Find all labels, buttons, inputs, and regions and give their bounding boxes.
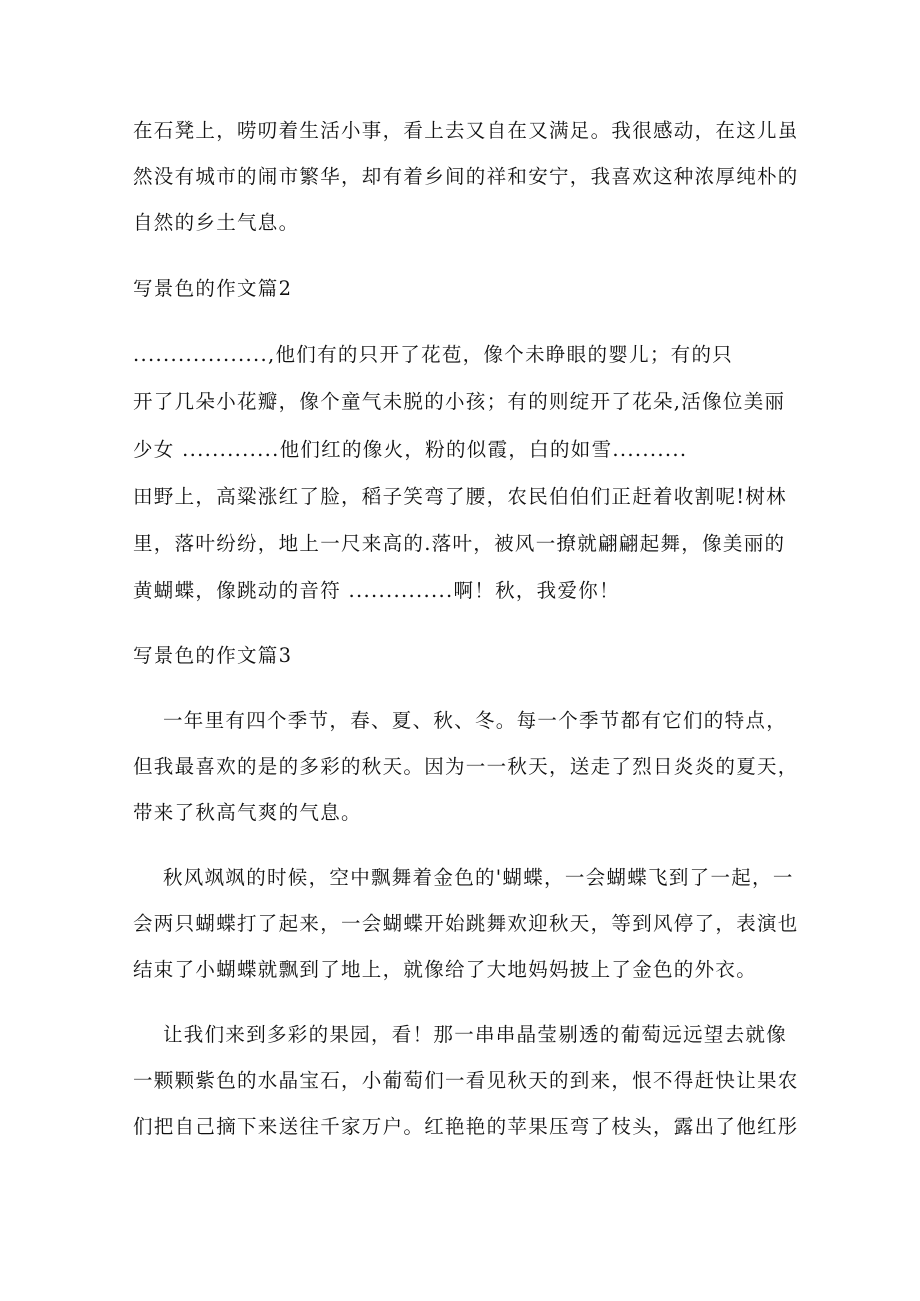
paragraph-5-line-2: 一颗颗紫色的水晶宝石，小葡萄们一看见秋天的到来，恨不得赶快让果农 bbox=[133, 1069, 799, 1092]
paragraph-2-line-3: 少女 .............他们红的像火，粉的似霞，白的如雪.......... bbox=[133, 438, 688, 461]
paragraph-1-line-2: 然没有城市的闹市繁华，却有着乡间的祥和安宁，我喜欢这种浓厚纯朴的 bbox=[133, 165, 799, 188]
section-heading-2: 写景色的作文篇2 bbox=[133, 277, 293, 300]
paragraph-2-line-2: 开了几朵小花瓣，像个童气未脱的小孩；有的则绽开了花朵,活像位美丽 bbox=[133, 390, 786, 413]
paragraph-4-line-2: 会两只蝴蝶打了起来，一会蝴蝶开始跳舞欢迎秋天，等到风停了，表演也 bbox=[133, 912, 799, 935]
section-heading-3: 写景色的作文篇3 bbox=[133, 644, 293, 667]
paragraph-3-line-3: 带来了秋高气爽的气息。 bbox=[133, 801, 362, 824]
paragraph-3-line-2: 但我最喜欢的是的多彩的秋天。因为一一秋天，送走了烈日炎炎的夏天， bbox=[133, 755, 799, 778]
paragraph-5-line-1: 让我们来到多彩的果园，看！那一串串晶莹剔透的葡萄远远望去就像 bbox=[133, 1023, 787, 1046]
paragraph-1-line-1: 在石凳上，唠叨着生活小事，看上去又自在又满足。我很感动，在这儿虽 bbox=[133, 119, 799, 142]
paragraph-1-line-3: 自然的乡土气息。 bbox=[133, 211, 300, 234]
paragraph-5-line-3: 们把自己摘下来送往千家万户。红艳艳的苹果压弯了枝头，露出了他红彤 bbox=[133, 1115, 799, 1138]
paragraph-3-line-1: 一年里有四个季节，春、夏、秋、冬。每一个季节都有它们的特点， bbox=[133, 709, 787, 732]
paragraph-4-line-1: 秋风飒飒的时候，空中飘舞着金色的'蝴蝶，一会蝴蝶飞到了一起，一 bbox=[133, 866, 794, 889]
paragraph-2-line-4: 田野上，高粱涨红了脸，稻子笑弯了腰，农民伯伯们正赶着收割呢!树林 bbox=[133, 485, 787, 508]
paragraph-2-line-1: ..................,他们有的只开了花苞，像个未睁眼的婴儿；有的只 bbox=[133, 343, 734, 366]
paragraph-2-line-6: 黄蝴蝶，像跳动的音符 ..............啊！秋，我爱你！ bbox=[133, 579, 620, 602]
paragraph-4-line-3: 结束了小蝴蝶就飘到了地上，就像给了大地妈妈披上了金色的外衣。 bbox=[133, 958, 758, 981]
paragraph-2-line-5: 里，落叶纷纷，地上一尺来高的.落叶，被风一撩就翩翩起舞，像美丽的 bbox=[133, 532, 786, 555]
